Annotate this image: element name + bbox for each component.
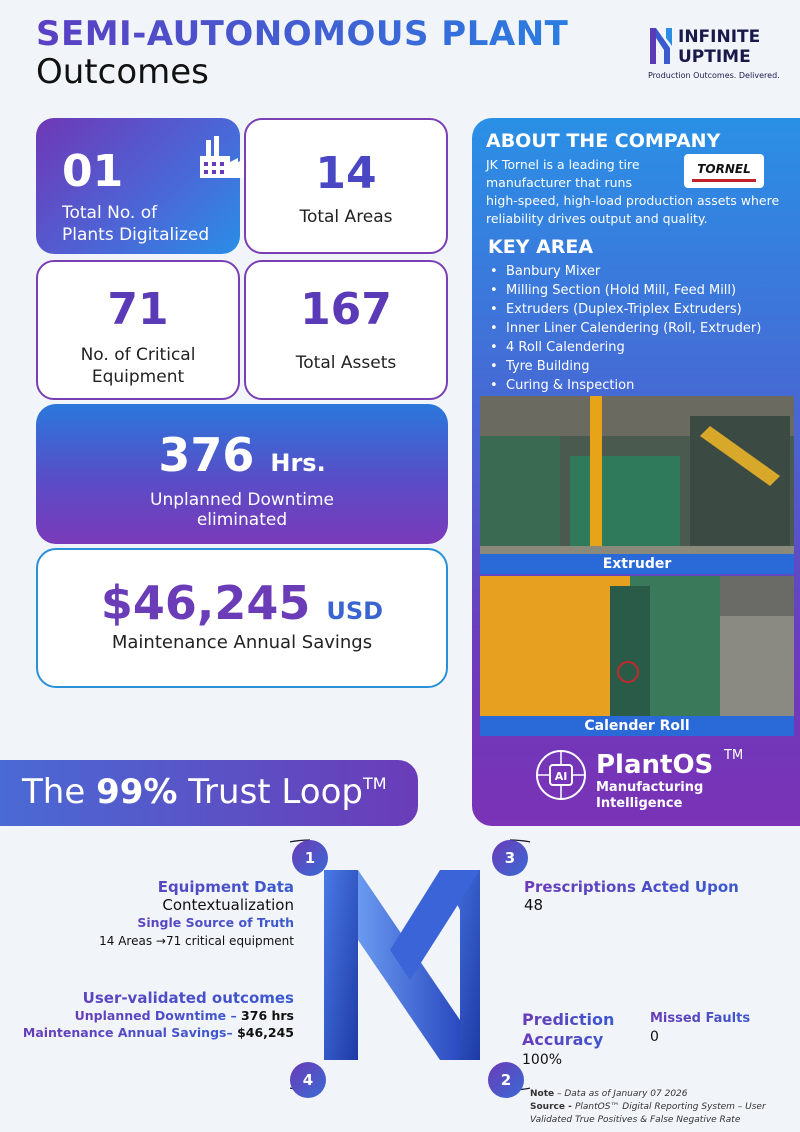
stat-card-assets xyxy=(244,260,448,400)
stat-card-downtime xyxy=(36,404,448,544)
loop-step-4-text xyxy=(10,990,294,1041)
step3-title: Prescriptions Acted Upon xyxy=(524,878,739,896)
loop-step-3-badge: 3 xyxy=(492,840,528,876)
key-area-item: • Banbury Mixer xyxy=(490,264,601,279)
stat-card-equipment xyxy=(36,260,240,400)
tornel-logo xyxy=(684,154,764,188)
tornel-logo-bar xyxy=(692,179,756,182)
stat-card-plants xyxy=(36,118,240,254)
stat-savings-label: Maintenance Annual Savings xyxy=(111,632,373,653)
key-area-text: Milling Section (Hold Mill, Feed Mill) xyxy=(506,283,737,298)
logo-line2: UPTIME xyxy=(678,47,751,67)
stat-downtime-label-line2: eliminated xyxy=(196,510,288,530)
about-text-b: high-speed, high-load production assets where reliability drives output and quality. xyxy=(486,193,780,226)
logo-line1: INFINITE xyxy=(678,27,761,47)
ai-icon-text: AI xyxy=(554,770,568,783)
extruder-photo xyxy=(480,396,794,574)
key-area-text: Curing & Inspection xyxy=(506,378,635,393)
source-label: Source - xyxy=(530,1102,575,1112)
ai-brain-icon xyxy=(532,746,590,804)
key-area-text: Tyre Building xyxy=(506,359,590,374)
trust-loop-graphic xyxy=(290,830,530,1100)
step4-line1-value: 376 hrs xyxy=(241,1008,294,1023)
step2-title-line2: Accuracy xyxy=(522,1030,614,1050)
key-area-list xyxy=(490,262,761,395)
step2-value: 100% xyxy=(522,1052,563,1068)
key-area-text: Inner Liner Calendering (Roll, Extruder) xyxy=(506,321,762,336)
footnote xyxy=(530,1088,798,1127)
factory-icon xyxy=(198,132,250,184)
stat-downtime-value-row xyxy=(36,428,448,482)
key-area-text: Banbury Mixer xyxy=(506,264,601,279)
key-area-item: • Inner Liner Calendering (Roll, Extruder) xyxy=(490,321,762,336)
stat-downtime-unit: Hrs. xyxy=(270,449,326,477)
key-area-item: • Milling Section (Hold Mill, Feed Mill) xyxy=(490,283,737,298)
page-title: SEMI-AUTONOMOUS PLANT xyxy=(36,14,569,54)
stat-equipment-label-line1: No. of Critical xyxy=(80,345,196,365)
trust-prefix: The xyxy=(22,772,86,812)
logo-tagline: Production Outcomes. Delivered. xyxy=(648,71,780,80)
extruder-photo-image xyxy=(480,396,794,574)
arrow-right-icon: → xyxy=(155,934,166,948)
stat-plants-value: 01 xyxy=(62,146,124,197)
step1-sub2: Single Source of Truth xyxy=(80,914,294,932)
key-area-text: 4 Roll Calendering xyxy=(506,340,625,355)
plantos-tagline xyxy=(596,780,736,812)
step1-title: Equipment Data xyxy=(80,878,294,896)
note-text: – Data as of January 07 2026 xyxy=(554,1089,688,1099)
missed-faults-title: Missed Faults xyxy=(650,1011,751,1026)
stat-card-savings xyxy=(36,548,448,688)
plantos-tm: TM xyxy=(724,748,744,763)
stat-savings-value-row xyxy=(38,576,446,630)
stat-plants-label xyxy=(62,202,209,246)
trust-highlight: 99% xyxy=(96,772,178,812)
about-text-a: JK Tornel is a leading tire manufacturer that runs xyxy=(486,157,640,190)
calender-roll-caption: Calender Roll xyxy=(480,716,794,736)
stat-downtime-value: 376 xyxy=(158,428,255,482)
key-area-text: Extruders (Duplex-Triplex Extruders) xyxy=(506,302,742,317)
trust-tm: TM xyxy=(362,774,387,793)
stat-areas-label: Total Areas xyxy=(299,207,393,227)
stat-savings-unit: USD xyxy=(326,597,384,625)
step1-subtitle: Contextualization xyxy=(162,896,294,914)
stat-savings-value: $46,245 xyxy=(100,576,311,630)
loop-step-2-badge: 2 xyxy=(488,1062,524,1098)
stat-card-areas xyxy=(244,118,448,254)
infinite-uptime-mark-icon xyxy=(648,26,674,66)
stat-areas-value: 14 xyxy=(315,148,377,199)
infinite-uptime-logo xyxy=(648,26,788,86)
plantos-tag-line2: Intelligence xyxy=(596,796,683,811)
stat-equipment-label-line2: Equipment xyxy=(91,367,185,387)
step4-line2-label: Maintenance Annual Savings– xyxy=(22,1025,238,1040)
plantos-tag-line1: Manufacturing xyxy=(596,780,704,795)
loop-step-4-badge: 4 xyxy=(290,1062,326,1098)
stat-assets-label: Total Assets xyxy=(295,353,397,373)
stat-equipment-label xyxy=(38,344,238,388)
trust-suffix: Trust Loop xyxy=(188,772,363,812)
page-subtitle: Outcomes xyxy=(36,52,209,92)
missed-faults xyxy=(650,1010,750,1046)
stat-assets-value: 167 xyxy=(300,284,392,335)
loop-step-3-text xyxy=(524,878,739,914)
stat-downtime-label xyxy=(36,490,448,530)
loop-step-1-text xyxy=(80,878,294,950)
missed-faults-value: 0 xyxy=(650,1029,659,1045)
note-label: Note xyxy=(530,1089,555,1099)
step4-line1-label: Unplanned Downtime – xyxy=(74,1008,242,1023)
step4-title: User-validated outcomes xyxy=(10,990,294,1007)
source-line xyxy=(530,1101,798,1127)
step1-detail-suffix: 71 critical equipment xyxy=(165,934,294,948)
key-area-item: • Curing & Inspection xyxy=(490,378,635,393)
note-line xyxy=(530,1088,798,1101)
step3-value: 48 xyxy=(524,896,544,914)
key-area-item: • Extruders (Duplex-Triplex Extruders) xyxy=(490,302,742,317)
trust-loop-banner xyxy=(0,760,418,826)
key-area-item: • Tyre Building xyxy=(490,359,590,374)
extruder-caption: Extruder xyxy=(480,554,794,574)
step4-line2-value: $46,245 xyxy=(237,1025,294,1040)
loop-step-1-badge: 1 xyxy=(292,840,328,876)
key-area-heading: KEY AREA xyxy=(488,236,594,258)
step1-detail xyxy=(80,932,294,950)
about-heading: ABOUT THE COMPANY xyxy=(486,130,721,152)
step2-title-line1: Prediction xyxy=(522,1010,615,1029)
stat-downtime-label-line1: Unplanned Downtime xyxy=(150,490,334,510)
loop-step-2-text xyxy=(522,1010,614,1070)
step1-detail-prefix: 14 Areas xyxy=(99,934,153,948)
stat-plants-label-line2: Plants Digitalized xyxy=(62,225,210,245)
calender-roll-photo-image xyxy=(480,576,794,736)
step4-line1 xyxy=(10,1007,294,1024)
calender-roll-photo xyxy=(480,576,794,736)
source-text: PlantOS™ Digital Reporting System – User Validated True Positives & False Negative Rate xyxy=(530,1102,766,1125)
about-company-panel xyxy=(472,118,800,826)
stat-equipment-value: 71 xyxy=(107,284,169,335)
stat-plants-label-line1: Total No. of xyxy=(62,203,158,223)
trust-loop-title xyxy=(22,772,387,812)
key-area-item: • 4 Roll Calendering xyxy=(490,340,625,355)
tornel-logo-text: TORNEL xyxy=(697,162,751,176)
plantos-name: PlantOS xyxy=(596,750,714,780)
step4-line2 xyxy=(10,1024,294,1041)
